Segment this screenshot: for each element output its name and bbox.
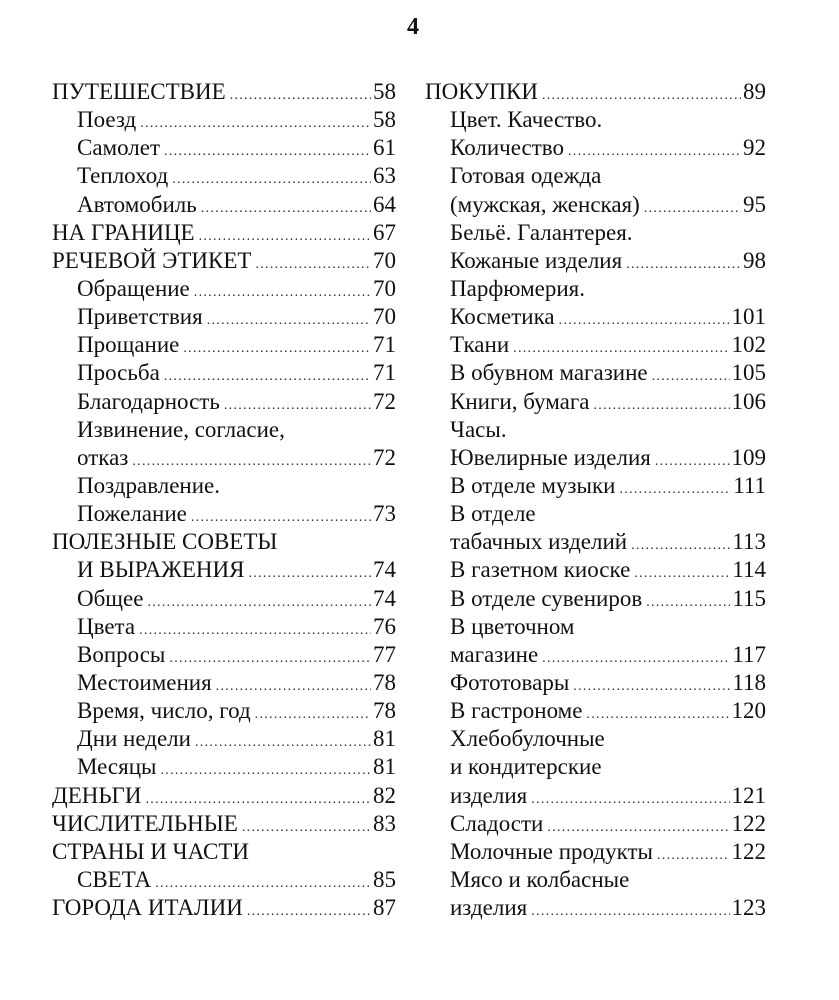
toc-entry [425, 219, 766, 247]
toc-entry [52, 303, 396, 331]
toc-entry-page: 77 [373, 641, 396, 667]
toc-entry-page: 95 [743, 191, 766, 217]
toc-entry-title: (мужская, женская) [450, 191, 640, 217]
dot-leader [531, 786, 729, 814]
toc-entry [425, 641, 766, 669]
toc-entry [52, 472, 396, 500]
dot-leader [183, 335, 371, 363]
toc-entry [425, 416, 766, 444]
toc-entry [425, 613, 766, 641]
toc-entry-title: Просьба [77, 360, 160, 386]
toc-right-column [425, 78, 766, 922]
toc-entry-title: Дни недели [77, 726, 191, 752]
toc-entry-title: отказ [77, 444, 129, 470]
toc-entry [52, 275, 396, 303]
toc-entry-page: 72 [373, 388, 396, 414]
toc-entry-title: В отделе [450, 501, 536, 527]
dot-leader [230, 82, 371, 110]
dot-leader [242, 814, 371, 842]
dot-leader [172, 166, 371, 194]
toc-entry-page: 106 [731, 388, 766, 414]
toc-entry [425, 162, 766, 190]
toc-entry-title: РЕЧЕВОЙ ЭТИКЕТ [52, 247, 252, 273]
toc-entry-page: 76 [373, 613, 396, 639]
toc-entry-page: 74 [373, 585, 396, 611]
toc-entry [425, 838, 766, 866]
toc-entry [52, 810, 396, 838]
toc-entry-title: Фототовары [450, 669, 570, 695]
toc-entry-page: 74 [373, 557, 396, 583]
toc-entry [425, 500, 766, 528]
toc-entry-title: и кондитерские [450, 754, 602, 780]
toc-entry [425, 331, 766, 359]
toc-entry-title: Косметика [450, 304, 555, 330]
toc-entry-page: 71 [373, 360, 396, 386]
toc-entry-title: Пожелание [77, 501, 187, 527]
toc-entry-title: Теплоход [77, 163, 169, 189]
toc-entry-page: 117 [732, 641, 766, 667]
toc-entry-page: 87 [373, 895, 396, 921]
dot-leader [247, 898, 371, 926]
toc-entry-title: В отделе музыки [450, 472, 616, 498]
toc-entry [52, 388, 396, 416]
toc-entry-page: 85 [373, 866, 396, 892]
toc-entry-title: магазине [450, 641, 539, 667]
dot-leader [201, 195, 371, 223]
toc-entry [52, 725, 396, 753]
toc-entry [425, 556, 766, 584]
dot-leader [631, 532, 730, 560]
dot-leader [542, 645, 730, 673]
toc-entry-title: В газетном киоске [450, 557, 631, 583]
toc-entry-title: Местоимения [77, 669, 212, 695]
toc-entry-page: 71 [373, 332, 396, 358]
toc-entry-title: Молочные продукты [450, 838, 653, 864]
toc-entry-title: ПОКУПКИ [425, 79, 538, 104]
dot-leader [140, 110, 371, 138]
toc-entry-page: 67 [373, 219, 396, 245]
toc-entry-title: И ВЫРАЖЕНИЯ [77, 557, 245, 583]
toc-entry-title: СВЕТА [77, 866, 152, 892]
dot-leader [195, 729, 371, 757]
dot-leader [634, 560, 730, 588]
toc-entry-page: 58 [373, 107, 396, 133]
toc-entry-page: 98 [743, 247, 766, 273]
toc-entry-title: Обращение [77, 275, 190, 301]
toc-entry [52, 359, 396, 387]
toc-entry-title: Ювелирные изделия [450, 444, 651, 470]
toc-entry [52, 782, 396, 810]
toc-entry [52, 894, 396, 922]
toc-entry-title: Бельё. Галантерея. [450, 219, 633, 245]
toc-entry-title: В цветочном [450, 613, 575, 639]
dot-leader [559, 307, 730, 335]
toc-entry [425, 359, 766, 387]
toc-entry-page: 105 [731, 360, 766, 386]
toc-entry-title: Автомобиль [77, 191, 197, 217]
toc-entry-title: ГОРОДА ИТАЛИИ [52, 895, 243, 921]
toc-entry-page: 72 [373, 444, 396, 470]
toc-entry-page: 122 [731, 810, 766, 836]
toc-entry [52, 753, 396, 781]
toc-entry-page: 78 [373, 698, 396, 724]
toc-entry [52, 106, 396, 134]
toc-entry-title: Часы. [450, 416, 507, 442]
toc-entry [425, 388, 766, 416]
toc-entry-page: 111 [733, 472, 766, 498]
toc-entry [425, 528, 766, 556]
toc-entry-title: изделия [450, 895, 528, 921]
toc-entry [425, 725, 766, 753]
toc-entry-title: Хлебобулочные [450, 726, 605, 752]
toc-entry [52, 219, 396, 247]
toc-entry [52, 444, 396, 472]
toc-entry [425, 697, 766, 725]
dot-leader [147, 589, 371, 617]
dot-leader [655, 448, 730, 476]
toc-entry-title: Время, число, год [77, 698, 251, 724]
toc-entry-page: 81 [373, 726, 396, 752]
dot-leader [626, 251, 741, 279]
toc-entry-title: Кожаные изделия [450, 247, 623, 273]
toc-entry-page: 82 [373, 782, 396, 808]
toc-entry [425, 810, 766, 838]
toc-entry-page: 113 [732, 529, 766, 555]
toc-entry [52, 697, 396, 725]
toc-entry-page: 118 [732, 669, 766, 695]
toc-entry-title: Поезд [77, 107, 137, 133]
toc-entry [52, 331, 396, 359]
toc-entry-page: 63 [373, 163, 396, 189]
toc-entry-title: Мясо и колбасные [450, 866, 630, 892]
toc-entry-page: 123 [731, 895, 766, 921]
toc-entry [52, 78, 396, 106]
toc-entry-title: Извинение, согласие, [77, 416, 285, 442]
toc-entry-page: 120 [731, 698, 766, 724]
toc-entry [425, 78, 766, 106]
toc-entry [52, 162, 396, 190]
dot-leader [657, 842, 730, 870]
toc-entry-title: ПУТЕШЕСТВИЕ [52, 79, 226, 104]
toc-entry-page: 58 [373, 79, 396, 104]
dot-leader [255, 701, 371, 729]
toc-entry-page: 83 [373, 810, 396, 836]
toc-entry [425, 669, 766, 697]
toc-entry-page: 102 [731, 332, 766, 358]
toc-entry [52, 416, 396, 444]
dot-leader [586, 701, 729, 729]
toc-entry-title: Цвета [77, 613, 136, 639]
toc-entry-title: В отделе сувениров [450, 585, 643, 611]
toc-entry-page: 89 [743, 79, 766, 104]
toc-entry-title: Книги, бумага [450, 388, 590, 414]
toc-entry-title: Цвет. Качество. [450, 107, 603, 133]
toc-entry-title: ЧИСЛИТЕЛЬНЫЕ [52, 810, 238, 836]
toc-entry-page: 70 [373, 275, 396, 301]
toc-entry-title: Самолет [77, 135, 161, 161]
toc-entry [52, 641, 396, 669]
toc-entry-page: 81 [373, 754, 396, 780]
toc-entry [52, 247, 396, 275]
toc-entry-title: Месяцы [77, 754, 157, 780]
toc-left-column [52, 78, 396, 922]
dot-leader [255, 251, 371, 279]
toc-entry [425, 753, 766, 781]
toc-entry-title: Приветствия [77, 304, 203, 330]
toc-entry-page: 92 [743, 135, 766, 161]
toc-entry [52, 500, 396, 528]
toc-entry-title: В обувном магазине [450, 360, 648, 386]
dot-leader [593, 392, 729, 420]
toc-entry-page: 115 [732, 585, 766, 611]
toc-entry-title: Парфюмерия. [450, 275, 586, 301]
dot-leader [207, 307, 371, 335]
toc-entry-title: Ткани [450, 332, 510, 358]
dot-leader [139, 617, 371, 645]
toc-entry [425, 585, 766, 613]
toc-entry [52, 556, 396, 584]
toc-entry-title: Сладости [450, 810, 544, 836]
toc-entry-title: Готовая одежда [450, 163, 602, 189]
toc-entry [52, 528, 396, 556]
toc-entry [425, 134, 766, 162]
toc-entry [52, 134, 396, 162]
toc-entry-title: ПОЛЕЗНЫЕ СОВЕТЫ [52, 529, 278, 555]
toc-entry [52, 613, 396, 641]
toc-entry-page: 101 [731, 304, 766, 330]
dot-leader [194, 279, 371, 307]
toc-entry [425, 275, 766, 303]
toc-entry-page: 70 [373, 247, 396, 273]
toc-entry-page: 64 [373, 191, 396, 217]
toc-entry-title: Благодарность [77, 388, 220, 414]
toc-entry-title: Количество [450, 135, 564, 161]
toc-entry-page: 122 [731, 838, 766, 864]
toc-entry [425, 191, 766, 219]
toc-entry-page: 121 [731, 782, 766, 808]
toc-entry [425, 782, 766, 810]
toc-entry-title: табачных изделий [450, 529, 628, 555]
page-number: 4 [407, 14, 419, 40]
toc-entry-page: 109 [731, 444, 766, 470]
dot-leader [248, 560, 371, 588]
toc-entry-page: 61 [373, 135, 396, 161]
toc-entry [425, 106, 766, 134]
toc-entry [52, 191, 396, 219]
toc-entry [52, 585, 396, 613]
toc-entry-title: СТРАНЫ И ЧАСТИ [52, 838, 250, 864]
toc-entry [52, 838, 396, 866]
toc-entry-title: В гастрономе [450, 698, 583, 724]
toc-entry-title: НА ГРАНИЦЕ [52, 219, 195, 245]
dot-leader [619, 476, 731, 504]
toc-entry [425, 866, 766, 894]
toc-entry [425, 303, 766, 331]
toc-entry-title: Вопросы [77, 641, 166, 667]
toc-entry [52, 669, 396, 697]
toc-entry-page: 70 [373, 304, 396, 330]
toc-entry-title: ДЕНЬГИ [52, 782, 142, 808]
toc-entry-title: Общее [77, 585, 144, 611]
dot-leader [164, 138, 371, 166]
toc-entry-page: 78 [373, 669, 396, 695]
dot-leader [652, 363, 730, 391]
dot-leader [573, 673, 730, 701]
dot-leader [644, 195, 741, 223]
dot-leader [160, 757, 371, 785]
toc-entry [425, 444, 766, 472]
toc-entry-title: Прощание [77, 332, 180, 358]
dot-leader [646, 589, 730, 617]
toc-entry-page: 114 [732, 557, 766, 583]
toc-entry [425, 247, 766, 275]
toc-entry [425, 472, 766, 500]
toc-entry [52, 866, 396, 894]
dot-leader [531, 898, 729, 926]
toc-entry-title: изделия [450, 782, 528, 808]
toc-entry [425, 894, 766, 922]
toc-entry-page: 73 [373, 501, 396, 527]
toc-entry-title: Поздравление. [77, 472, 221, 498]
